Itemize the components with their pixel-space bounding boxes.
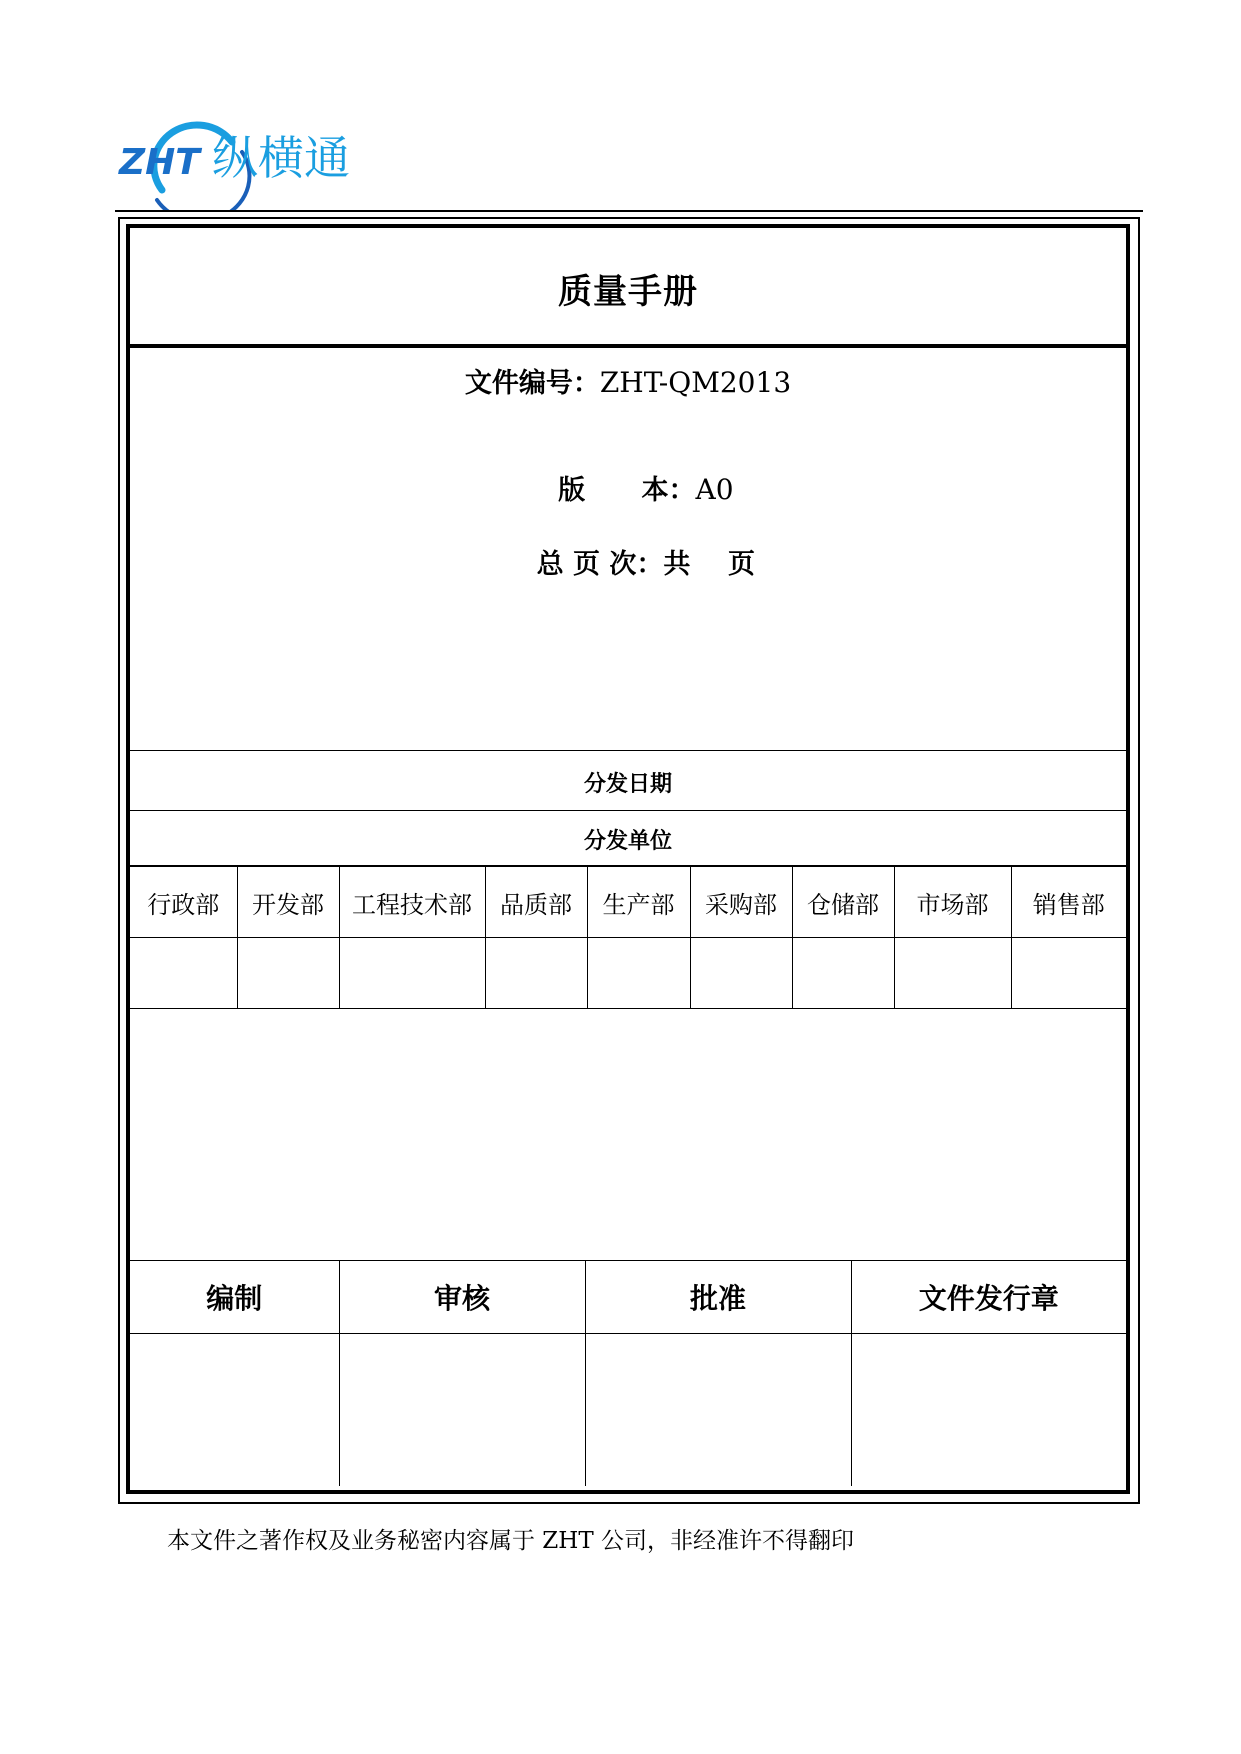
blank-cell (339, 938, 485, 1009)
signoff-blank-row (130, 1334, 1126, 1487)
department-table (130, 866, 1126, 1009)
signoff-approved-label: 批准 (585, 1261, 851, 1334)
company-logo (117, 112, 417, 212)
pages-value: 共 页 (663, 549, 756, 580)
document-title: 质量手册 (558, 272, 698, 312)
distribution-unit-row (130, 811, 1126, 866)
logo-mark: ZHT (119, 142, 200, 183)
blank-cell (237, 938, 339, 1009)
pages-label: 总 页 次： (536, 549, 664, 580)
header-rule (115, 210, 1143, 212)
cover-table (126, 224, 1130, 1494)
signoff-table (130, 1260, 1126, 1486)
department-cell: 仓储部 (792, 867, 894, 938)
title-box (130, 228, 1126, 348)
department-cell: 开发部 (237, 867, 339, 938)
blank-cell (894, 938, 1011, 1009)
signoff-reviewed-label: 审核 (339, 1261, 585, 1334)
signature-cell (851, 1334, 1126, 1487)
blank-cell (587, 938, 690, 1009)
signoff-header-row (130, 1261, 1126, 1334)
blank-cell (690, 938, 792, 1009)
doc-number-line (130, 361, 1126, 400)
divider-top (130, 750, 1126, 751)
distribution-unit-label: 分发单位 (583, 829, 672, 854)
distribution-date-label: 分发日期 (583, 772, 672, 797)
blank-cell (485, 938, 587, 1009)
department-cell: 市场部 (894, 867, 1011, 938)
signoff-seal-label: 文件发行章 (851, 1261, 1126, 1334)
blank-cell (1011, 938, 1126, 1009)
pages-line (130, 509, 1126, 614)
signature-cell (585, 1334, 851, 1487)
department-cell: 采购部 (690, 867, 792, 938)
department-cell: 行政部 (130, 867, 237, 938)
signature-cell (339, 1334, 585, 1487)
doc-number-label: 文件编号： (464, 368, 600, 399)
copyright-footer: 本文件之著作权及业务秘密内容属于 ZHT 公司，非经准许不得翻印 (167, 1528, 855, 1554)
department-cell: 销售部 (1011, 867, 1126, 938)
blank-cell (792, 938, 894, 1009)
version-value: A0 (695, 473, 734, 506)
signature-cell (130, 1334, 339, 1487)
blank-cell (130, 938, 237, 1009)
company-name: 纵横通 (212, 131, 350, 185)
department-header-row (130, 867, 1126, 938)
version-label: 版 本： (558, 475, 696, 506)
department-cell: 品质部 (485, 867, 587, 938)
distribution-date-row (130, 752, 1126, 811)
signoff-compiled-label: 编制 (130, 1261, 339, 1334)
department-blank-row (130, 938, 1126, 1009)
department-cell: 工程技术部 (339, 867, 485, 938)
doc-number-value: ZHT-QM2013 (599, 366, 792, 399)
department-cell: 生产部 (587, 867, 690, 938)
